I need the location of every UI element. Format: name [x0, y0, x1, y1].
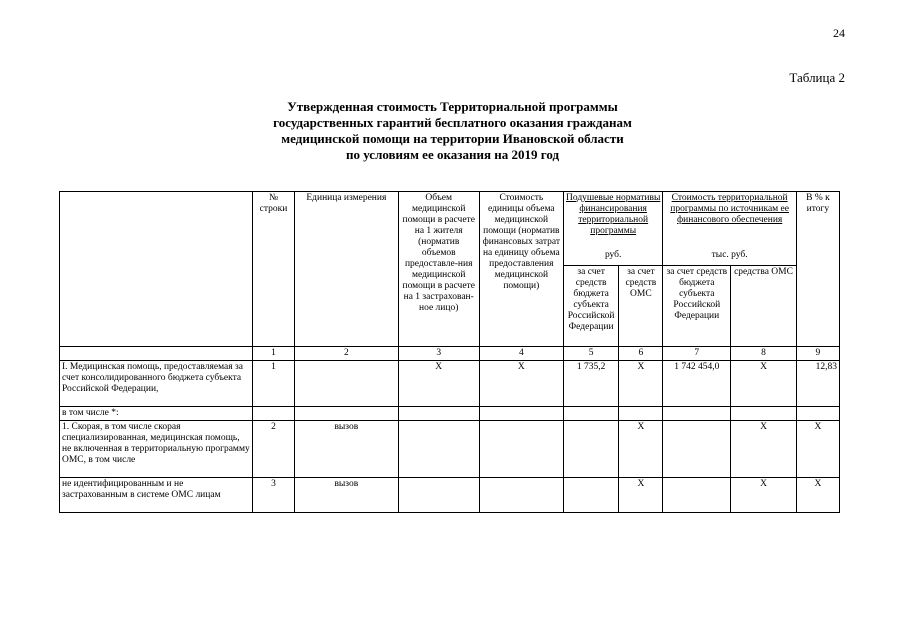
row-number: 2 — [252, 421, 294, 478]
row-cost — [479, 421, 563, 478]
row-per-capita-oms — [619, 407, 663, 421]
table-row — [60, 361, 840, 407]
row-per-capita-oms: Х — [619, 478, 663, 513]
title-line: государственных гарантий бесплатного оказания гражданам — [273, 115, 632, 130]
row-volume: Х — [398, 361, 479, 407]
header-per-capita-text: Подушевые нормативы финансирования территориальной программы — [565, 193, 661, 236]
title-line: медицинской помощи на территории Ивановской области — [281, 131, 624, 146]
row-name: I. Медицинская помощь, предоставляемая за счет консолидированного бюджета субъекта Российской Федерации, — [60, 361, 253, 407]
header-program-cost-unit: тыс. руб. — [663, 249, 796, 266]
row-per-capita-oms: Х — [619, 421, 663, 478]
row-cost — [479, 478, 563, 513]
row-number — [252, 407, 294, 421]
header-unit: Единица измерения — [295, 192, 399, 347]
row-cost-oms: Х — [731, 361, 797, 407]
row-volume — [398, 407, 479, 421]
row-per-capita-budget: 1 735,2 — [563, 361, 618, 407]
row-percent: Х — [796, 478, 839, 513]
column-number: 2 — [295, 347, 399, 361]
row-per-capita-budget — [563, 421, 618, 478]
row-cost-budget: 1 742 454,0 — [663, 361, 731, 407]
row-unit — [295, 361, 399, 407]
header-per-capita-unit: руб. — [563, 249, 663, 266]
row-percent — [796, 407, 839, 421]
row-cost-budget — [663, 407, 731, 421]
header-volume: Объем медицинской помощи в расчете на 1 жителя (норматив объемов предоставле-ния медицинской помощи в расчете на 1 застрахован-ное лицо) — [398, 192, 479, 347]
title-line: по условиям ее оказания на 2019 год — [345, 147, 560, 162]
row-percent: Х — [796, 421, 839, 478]
row-cost-oms — [731, 407, 797, 421]
row-per-capita-budget — [563, 407, 618, 421]
row-cost-budget — [663, 421, 731, 478]
row-number: 3 — [252, 478, 294, 513]
row-per-capita-oms: Х — [619, 361, 663, 407]
row-volume — [398, 478, 479, 513]
column-number: 3 — [398, 347, 479, 361]
column-number: 4 — [479, 347, 563, 361]
header-program-cost — [663, 192, 796, 250]
column-number: 6 — [619, 347, 663, 361]
header-budget-funds: за счет средств бюджета субъекта Российской Федерации — [563, 266, 618, 347]
header-percent: В % к итогу — [796, 192, 839, 347]
row-cost-oms: Х — [731, 478, 797, 513]
row-number: 1 — [252, 361, 294, 407]
table-row — [60, 478, 840, 513]
row-name: 1. Скорая, в том числе скорая специализированная, медицинская помощь, не включенная в территориальную программу ОМС, в том числе — [60, 421, 253, 478]
header-budget-funds-2: за счет средств бюджета субъекта Российской Федерации — [663, 266, 731, 347]
title-line: Утвержденная стоимость Территориальной программы — [287, 99, 618, 114]
row-volume — [398, 421, 479, 478]
row-cost-oms: Х — [731, 421, 797, 478]
row-percent: 12,83 — [796, 361, 839, 407]
column-number-empty — [60, 347, 253, 361]
page-number: 24 — [833, 26, 845, 40]
header-oms-funds: за счет средств ОМС — [619, 266, 663, 347]
column-number: 1 — [252, 347, 294, 361]
column-number: 9 — [796, 347, 839, 361]
row-cost — [479, 407, 563, 421]
table-label: Таблица 2 — [789, 70, 845, 85]
header-row-no: № строки — [252, 192, 294, 347]
header-empty-cell — [60, 192, 253, 347]
column-number: 8 — [731, 347, 797, 361]
row-unit: вызов — [295, 421, 399, 478]
table-row — [60, 407, 840, 421]
row-unit — [295, 407, 399, 421]
row-unit: вызов — [295, 478, 399, 513]
column-number-row — [60, 347, 840, 361]
row-per-capita-budget — [563, 478, 618, 513]
header-row — [60, 192, 840, 250]
header-cost: Стоимость единицы объема медицинской помощи (норматив финансовых затрат на единицу объема предоставления медицинской помощи) — [479, 192, 563, 347]
row-name: не идентифицированным и не застрахованным в системе ОМС лицам — [60, 478, 253, 513]
row-cost-budget — [663, 478, 731, 513]
header-oms-funds-2: средства ОМС — [731, 266, 797, 347]
header-per-capita — [563, 192, 663, 250]
row-name: в том числе *: — [60, 407, 253, 421]
row-cost: Х — [479, 361, 563, 407]
cost-table — [59, 191, 840, 513]
header-program-cost-text: Стоимость территориальной программы по источникам ее финансового обеспечения — [670, 193, 789, 225]
column-number: 5 — [563, 347, 618, 361]
table-row — [60, 421, 840, 478]
document-title — [0, 99, 905, 163]
column-number: 7 — [663, 347, 731, 361]
